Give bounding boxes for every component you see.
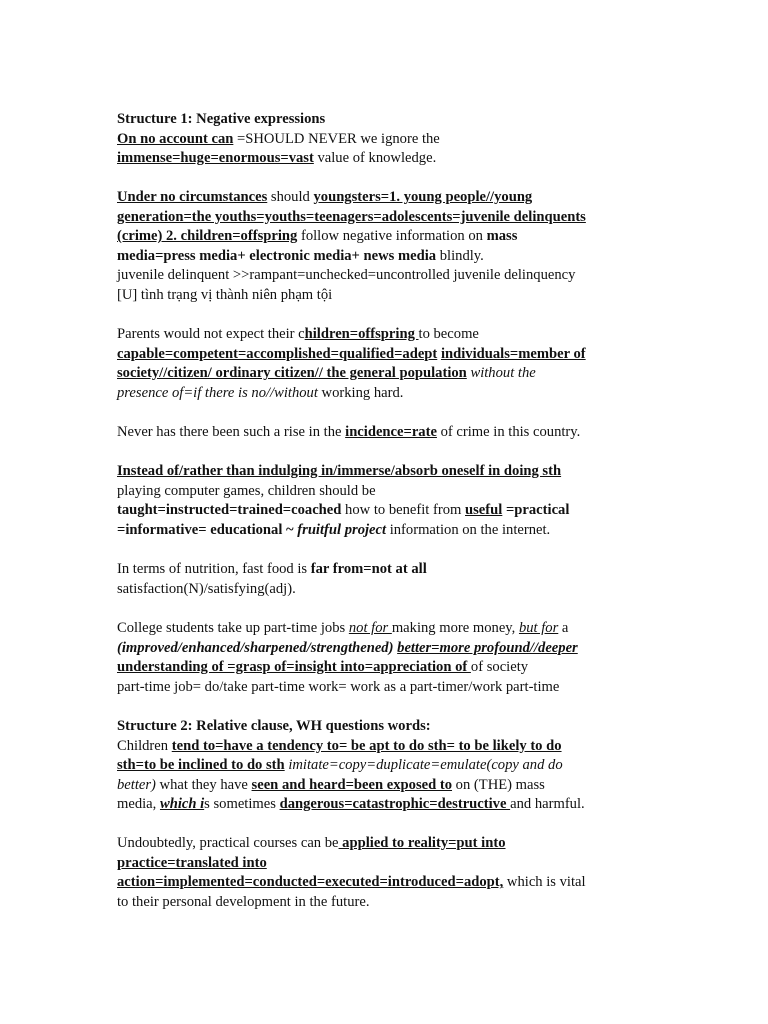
key-phrase: incidence=rate (345, 424, 437, 440)
italic-text: better) (117, 776, 156, 793)
text-line (117, 384, 657, 404)
bold-text: =informative= educational ~ (117, 521, 298, 538)
bold-text: taught=instructed=trained=coached (117, 502, 342, 519)
plain-text: media, (117, 796, 160, 813)
key-phrase: hildren=offspring (304, 326, 419, 342)
text-line: to their personal development in the future. (117, 893, 370, 910)
paragraph-incidence (117, 423, 657, 443)
key-phrase: youngsters=1. young people//young (313, 189, 533, 205)
text-line (117, 227, 657, 247)
italic-phrase: not for (348, 620, 392, 636)
italic-text: imitate=copy=duplicate=emulate(copy and do (288, 757, 563, 774)
text-line (117, 345, 657, 365)
text-line (117, 247, 657, 267)
text-line (117, 619, 657, 639)
key-phrase: On no account can (117, 130, 234, 147)
key-phrase: individuals=member of (440, 345, 586, 362)
plain-text: how to benefit from (341, 502, 466, 519)
plain-text: blindly. (436, 247, 484, 264)
structure-1-section (117, 110, 657, 169)
key-phrase: useful (465, 502, 503, 519)
plain-text: College students take up part-time jobs (117, 620, 349, 636)
structure-2-section (117, 717, 657, 815)
key-phrase: (crime) 2. children=offspring (117, 228, 298, 245)
text-line (117, 639, 657, 659)
plain-text: In terms of nutrition, fast food is (117, 561, 311, 577)
key-phrase: understanding of =grasp of=insight into=appreciation of (117, 659, 471, 676)
plain-text: Never has there been such a rise in the (117, 424, 346, 440)
paragraph-college-students (117, 619, 657, 697)
bold-italic-text: (improved/enhanced/sharpened/strengthened) (117, 639, 394, 656)
plain-text: information on the internet. (386, 521, 551, 538)
key-phrase: seen and heard=been exposed to (251, 776, 453, 793)
key-phrase-line: Instead of/rather than indulging in/immerse/absorb oneself in doing sth (117, 463, 562, 479)
italic-phrase: but for (518, 620, 559, 636)
paragraph-parents (117, 325, 657, 403)
italic-text: presence of=if there is no//without (117, 384, 318, 401)
text-line (117, 130, 657, 150)
key-phrase: tend to=have a tendency to= be apt to do sth= to be likely to do (171, 737, 562, 754)
plain-text: of society (470, 659, 529, 676)
plain-text: follow negative information on (297, 228, 487, 245)
plain-text: value of knowledge. (313, 150, 437, 167)
bold-text: =practical (502, 502, 570, 519)
key-phrase: dangerous=catastrophic=destructive (279, 796, 511, 813)
plain-text: s sometimes (204, 796, 280, 813)
plain-text: working hard. (317, 384, 404, 401)
key-phrase: society//citizen/ ordinary citizen// the general population (117, 365, 467, 382)
text-line (117, 325, 657, 345)
plain-text: which is vital (503, 874, 586, 891)
text-line (117, 521, 657, 541)
plain-text: what they have (155, 776, 252, 793)
paragraph-circumstances (117, 188, 657, 306)
plain-text: and harmful. (510, 796, 585, 813)
plain-text: should (267, 189, 314, 205)
text-line (117, 834, 657, 854)
plain-text: Undoubtedly, practical courses can be (117, 835, 339, 851)
text-line (117, 364, 657, 384)
key-phrase: capable=competent=accomplished=qualified=adept (117, 345, 438, 362)
key-phrase: applied to reality=put into (338, 835, 506, 851)
text-line: part-time job= do/take part-time work= work as a part-timer/work part-time (117, 678, 560, 695)
key-phrase: better=more profound//deeper (397, 639, 578, 656)
text-line (117, 873, 657, 893)
paragraph-nutrition (117, 560, 657, 599)
bold-text: mass (486, 228, 518, 245)
text-line (117, 188, 657, 208)
text-line (117, 501, 657, 521)
plain-text: Children (117, 737, 172, 754)
paragraph-practical-courses (117, 834, 657, 912)
paragraph-instead-of (117, 462, 657, 540)
plain-text: =SHOULD NEVER we ignore the (233, 130, 440, 147)
italic-text: without the (470, 365, 536, 382)
key-phrase: action=implemented=conducted=executed=introduced=adopt, (117, 874, 504, 891)
text-line: satisfaction(N)/satisfying(adj). (117, 580, 296, 597)
section-heading-2: Structure 2: Relative clause, WH questions words: (117, 718, 431, 734)
text-line (117, 658, 657, 678)
bold-text: far from=not at all (310, 561, 427, 577)
text-line (117, 795, 657, 815)
text-line: juvenile delinquent >>rampant=unchecked=uncontrolled juvenile delinquency (117, 267, 576, 284)
key-phrase: which i (159, 796, 205, 813)
text-line (117, 560, 657, 580)
bold-italic-text: fruitful project (297, 521, 387, 538)
text-line (117, 776, 657, 796)
text-line (117, 737, 657, 757)
text-line (117, 149, 657, 169)
plain-text: a (558, 620, 569, 636)
plain-text: making more money, (391, 620, 519, 636)
text-line: playing computer games, children should be (117, 482, 376, 499)
text-line (117, 423, 657, 443)
key-phrase: sth=to be inclined to do sth (117, 757, 285, 774)
section-heading-1: Structure 1: Negative expressions (117, 111, 326, 127)
key-phrase: immense=huge=enormous=vast (117, 150, 314, 167)
plain-text: on (THE) mass (452, 776, 545, 793)
bold-text: media=press media+ electronic media+ news media (117, 247, 437, 264)
plain-text: of crime in this country. (436, 424, 581, 440)
key-phrase: Under no circumstances (117, 189, 268, 205)
plain-text: Parents would not expect their c (117, 326, 305, 342)
key-phrase-line: practice=translated into (117, 854, 267, 871)
text-line (117, 756, 657, 776)
text-line (117, 208, 657, 228)
text-line: [U] tình trạng vị thành niên phạm tội (117, 286, 333, 303)
plain-text: to become (418, 326, 479, 342)
key-phrase: generation=the youths=youths=teenagers=adolescents=juvenile delinquents (117, 208, 586, 225)
